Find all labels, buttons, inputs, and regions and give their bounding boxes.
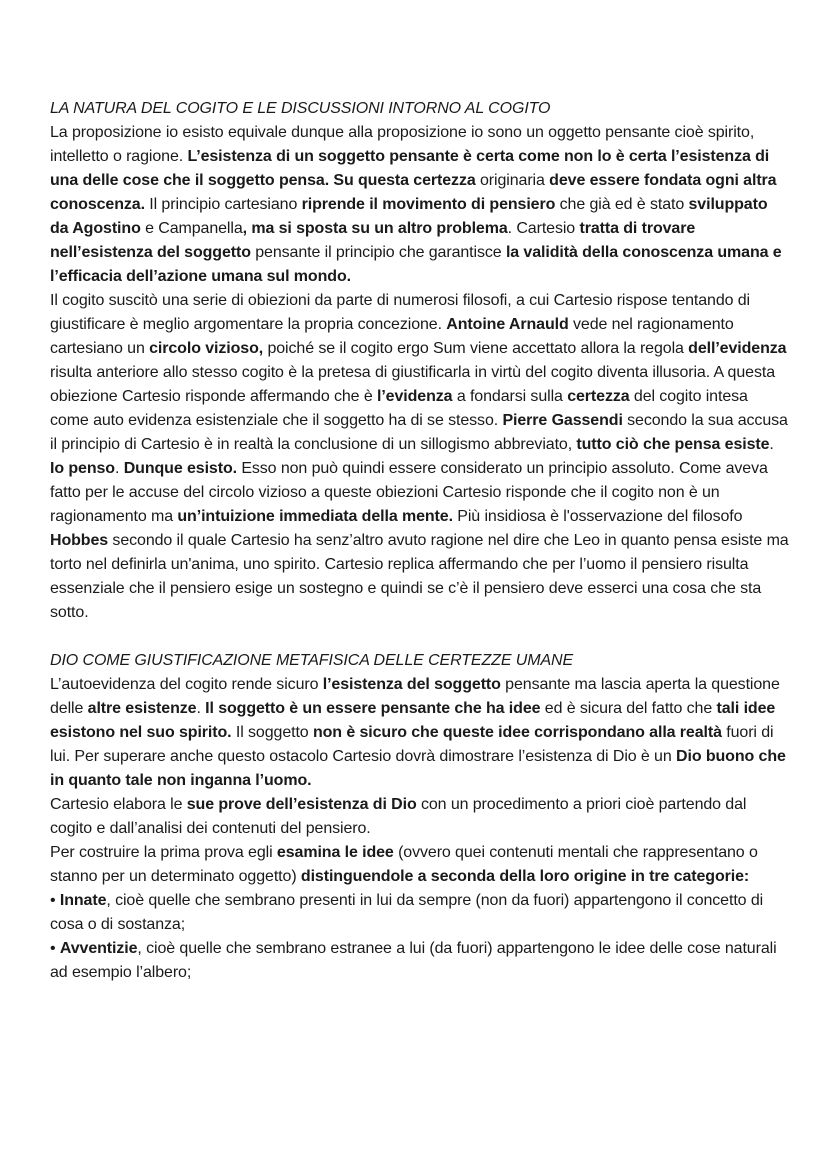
bold-text-run: circolo vizioso, <box>149 340 264 357</box>
bold-text-run: L’esistenza di un soggetto pensante è certa come non lo è certa l’esistenza di una delle cose che il soggetto pensa. Su questa certezza <box>50 148 770 189</box>
text-run: Cartesio elabora le <box>50 796 187 813</box>
bold-text-run: Antoine Arnauld <box>446 316 569 333</box>
text-run: Esso non può quindi essere considerato un principio assoluto. Come aveva fatto per le accuse del circolo vizioso a queste obiezioni Cartesio risponde che il cogito non è un ragionamento ma <box>50 460 768 525</box>
bold-text-run: tratta di trovare nell’esistenza del soggetto <box>50 220 696 261</box>
text-run: pensante il principio che garantisce <box>250 244 506 261</box>
text-run: • <box>50 940 60 957</box>
bold-text-run: non è sicuro che queste idee corrispondano alla realtà <box>312 724 722 741</box>
section-heading-cogito: LA NATURA DEL COGITO E LE DISCUSSIONI INTORNO AL COGITO <box>50 100 551 117</box>
bold-text-run: Pierre Gassendi <box>502 412 623 429</box>
section-heading-dio: DIO COME GIUSTIFICAZIONE METAFISICA DELLE CERTEZZE UMANE <box>50 652 574 669</box>
paragraph-dio-intro <box>50 673 790 793</box>
bold-text-run: un’intuizione immediata della mente. <box>177 508 453 525</box>
bold-text-run: , ma si sposta su un altro problema <box>242 220 508 237</box>
text-run: con un procedimento a priori cioè partendo dal cogito e dall’analisi dei contenuti del pensiero. <box>50 796 747 837</box>
text-run: , cioè quelle che sembrano estranee a lui (da fuori) appartengono le idee delle cose naturali ad esempio l’albero; <box>50 940 777 981</box>
list-item-avventizie <box>50 937 790 985</box>
text-run: , cioè quelle che sembrano presenti in lui da sempre (non da fuori) appartengono il concetto di cosa o di sostanza; <box>50 892 764 933</box>
bold-text-run: dell’evidenza <box>688 340 787 357</box>
text-run: vede nel ragionamento cartesiano un <box>50 316 734 357</box>
text-run: poiché se il cogito ergo Sum viene accettato allora la regola <box>263 340 689 357</box>
text-run: . <box>114 460 124 477</box>
bold-text-run: la validità della conoscenza umana e l’efficacia dell’azione umana sul mondo. <box>50 244 782 285</box>
document-page <box>50 97 790 985</box>
text-run: che già ed è stato <box>555 196 689 213</box>
bold-text-run: Innate <box>59 892 107 909</box>
bold-text-run: tutto ciò che pensa esiste <box>576 436 770 453</box>
text-run: (ovvero quei contenuti mentali che rappresentano o stanno per un determinato oggetto) <box>50 844 758 885</box>
bold-text-run: deve essere fondata ogni altra conoscenza. <box>50 172 777 213</box>
list-item-innate <box>50 889 790 937</box>
bold-text-run: l’esistenza del soggetto <box>322 676 501 693</box>
text-run: Il principio cartesiano <box>144 196 302 213</box>
bold-text-run: sue prove dell’esistenza di Dio <box>186 796 417 813</box>
text-run: . <box>196 700 206 717</box>
paragraph-dio-prove <box>50 793 790 841</box>
text-run: originaria <box>475 172 550 189</box>
text-run: L’autoevidenza del cogito rende sicuro <box>50 676 323 693</box>
bold-text-run: Io penso <box>50 460 115 477</box>
text-run: secondo la sua accusa il principio di Cartesio è in realtà la conclusione di un sillogismo abbreviato, <box>50 412 788 453</box>
text-run: La proposizione io esisto equivale dunque alla proposizione io sono un oggetto pensante cioè spirito, intelletto o ragione. <box>50 124 755 165</box>
text-run: ed è sicura del fatto che <box>540 700 717 717</box>
text-run: • <box>50 892 60 909</box>
text-run: Il soggetto <box>231 724 313 741</box>
text-run: Più insidiosa è l'osservazione del filosofo <box>452 508 743 525</box>
text-run: . <box>769 436 774 453</box>
paragraph-dio-idee <box>50 841 790 889</box>
paragraph-cogito-intro <box>50 121 790 289</box>
bold-text-run: l’evidenza <box>376 388 453 405</box>
text-run: secondo il quale Cartesio ha senz’altro avuto ragione nel dire che Leo in quanto pensa esiste ma torto nel definirla un'anima, uno spirito. Cartesio replica affermando che per l’uomo il pensiero risulta essenziale che il pensiero esige un sostegno e quindi se c’è il pensiero deve esserci una cosa che sta sotto. <box>50 532 789 621</box>
text-run: risulta anteriore allo stesso cogito è la pretesa di giustificarla in virtù del cogito diventa illusoria. A questa obiezione Cartesio risponde affermando che è <box>50 364 775 405</box>
bold-text-run: certezza <box>567 388 630 405</box>
text-run: pensante ma lascia aperta la questione delle <box>50 676 780 717</box>
text-run: a fondarsi sulla <box>452 388 568 405</box>
bold-text-run: altre esistenze <box>87 700 197 717</box>
text-run: fuori di lui. Per superare anche questo ostacolo Cartesio dovrà dimostrare l’esistenza di Dio è un <box>50 724 774 765</box>
bold-text-run: distinguendole a seconda della loro origine in tre categorie: <box>300 868 750 885</box>
text-run: Per costruire la prima prova egli <box>50 844 277 861</box>
bold-text-run: Avventizie <box>59 940 138 957</box>
bold-text-run: tali idee esistono nel suo spirito. <box>50 700 776 741</box>
text-run: . Cartesio <box>507 220 580 237</box>
bold-text-run: Il soggetto è un essere pensante che ha idee <box>205 700 541 717</box>
bold-text-run: Dio buono che in quanto tale non inganna l’uomo. <box>50 748 786 789</box>
bold-text-run: Hobbes <box>50 532 109 549</box>
bold-text-run: riprende il movimento di pensiero <box>301 196 556 213</box>
bold-text-run: Dunque esisto. <box>123 460 237 477</box>
paragraph-cogito-objections <box>50 289 790 625</box>
text-run: Il cogito suscitò una serie di obiezioni da parte di numerosi filosofi, a cui Cartesio rispose tentando di giustificare è meglio argomentare la propria concezione. <box>50 292 751 333</box>
bold-text-run: sviluppato da Agostino <box>50 196 768 237</box>
bold-text-run: esamina le idee <box>276 844 394 861</box>
section-spacer <box>50 625 790 649</box>
text-run: e Campanella <box>140 220 243 237</box>
text-run: del cogito intesa come auto evidenza esistenziale che il soggetto ha di se stesso. <box>50 388 748 429</box>
